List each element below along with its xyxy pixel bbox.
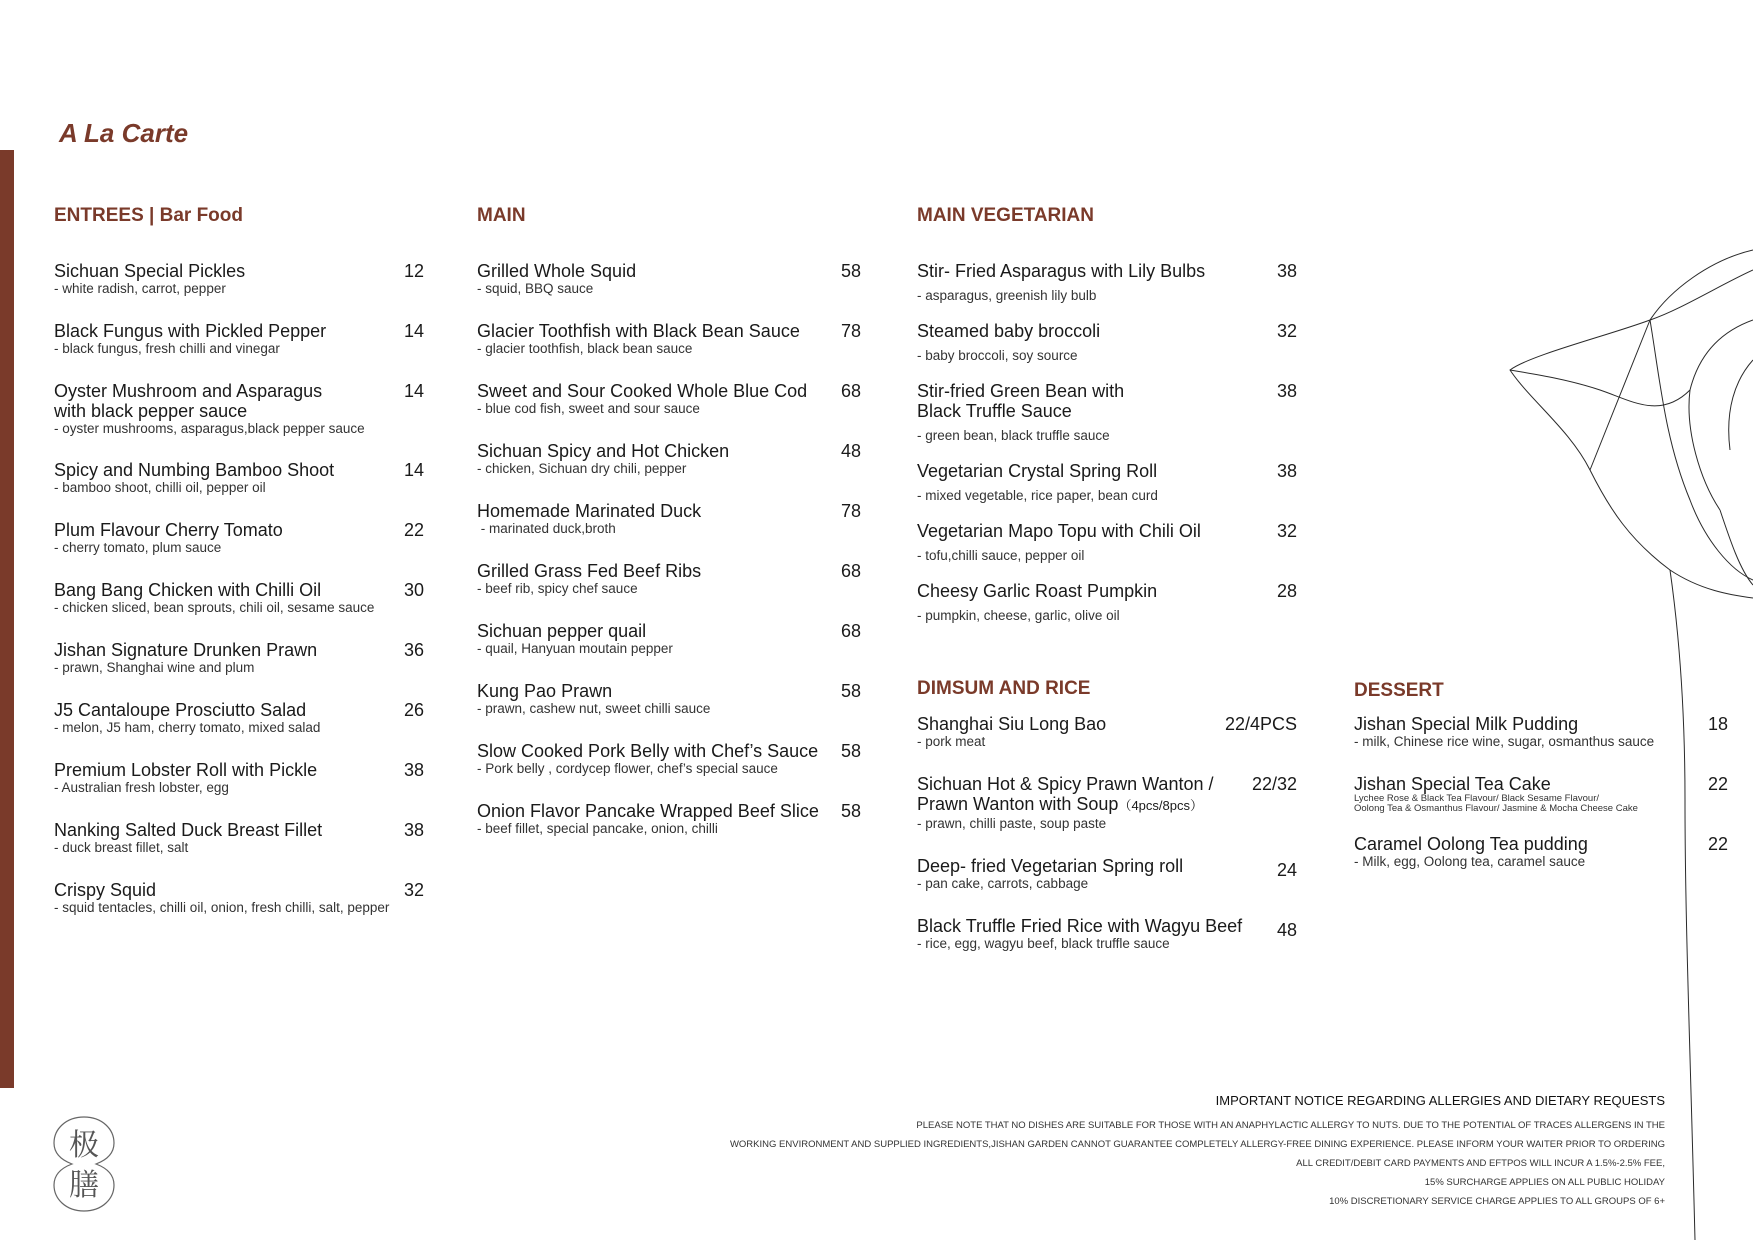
item-name: Onion Flavor Pancake Wrapped Beef Slice — [477, 801, 819, 821]
item-desc: - bamboo shoot, chilli oil, pepper oil — [54, 480, 266, 495]
item-price: 58 — [840, 741, 861, 761]
section-heading-dessert: DESSERT — [1354, 680, 1444, 701]
menu-item — [917, 856, 1297, 916]
item-name: Cheesy Garlic Roast Pumpkin — [917, 581, 1158, 601]
item-name: Jishan Special Milk Pudding — [1354, 714, 1579, 734]
menu-item — [477, 321, 861, 381]
notice-line: PLEASE NOTE THAT NO DISHES ARE SUITABLE FOR THOSE WITH AN ANAPHYLACTIC ALLERGY TO NUTS. DUE TO THE POTENTIAL OF TRACES ALLERGENS IN THE — [916, 1120, 1665, 1131]
tea-cake-flavours-line-1: Lychee Rose & Black Tea Flavour/ Black Sesame Flavour/ — [1354, 793, 1600, 804]
main-section — [477, 205, 861, 861]
item-name: Steamed baby broccoli — [917, 321, 1101, 341]
item-name: Sweet and Sour Cooked Whole Blue Cod — [477, 381, 808, 401]
item-desc: - oyster mushrooms, asparagus,black pepper sauce — [54, 421, 365, 436]
item-desc: - prawn, chilli paste, soup paste — [917, 816, 1107, 831]
item-desc: - baby broccoli, soy source — [917, 348, 1078, 363]
item-price: 68 — [840, 621, 861, 641]
item-price: 48 — [1276, 920, 1297, 940]
item-name: Slow Cooked Pork Belly with Chef’s Sauce — [477, 741, 819, 761]
menu-item — [477, 621, 861, 681]
accent-side-bar — [0, 150, 14, 1088]
item-price: 22 — [403, 520, 424, 540]
item-desc: - glacier toothfish, black bean sauce — [477, 341, 693, 356]
menu-item — [54, 880, 424, 940]
item-desc: - rice, egg, wagyu beef, black truffle sauce — [917, 936, 1170, 951]
menu-item — [54, 820, 424, 880]
item-desc: - mixed vegetable, rice paper, bean curd — [917, 488, 1158, 503]
item-price: 18 — [1707, 714, 1728, 734]
item-desc: - chicken, Sichuan dry chili, pepper — [477, 461, 687, 476]
page-title: A La Carte — [59, 118, 189, 148]
item-price: 58 — [840, 681, 861, 701]
notice-line: 15% SURCHARGE APPLIES ON ALL PUBLIC HOLIDAY — [1424, 1177, 1665, 1188]
menu-item — [54, 760, 424, 820]
item-desc: - beef fillet, special pancake, onion, chilli — [477, 821, 718, 836]
item-desc: - Pork belly , cordycep flower, chef’s special sauce — [477, 761, 778, 776]
menu-item — [477, 381, 861, 441]
notice-line: ALL CREDIT/DEBIT CARD PAYMENTS AND EFTPOS WILL INCUR A 1.5%-2.5% FEE, — [1296, 1158, 1665, 1169]
menu-item — [54, 580, 424, 640]
item-desc: - pumpkin, cheese, garlic, olive oil — [917, 608, 1120, 623]
notice-line: 10% DISCRETIONARY SERVICE CHARGE APPLIES TO ALL GROUPS OF 6+ — [1329, 1196, 1665, 1207]
item-desc: - Australian fresh lobster, egg — [54, 780, 229, 795]
item-price: 36 — [403, 640, 424, 660]
item-name: Jishan Signature Drunken Prawn — [54, 640, 318, 660]
menu-item — [54, 381, 424, 460]
item-price: 12 — [403, 261, 424, 281]
item-desc: - prawn, Shanghai wine and plum — [54, 660, 255, 675]
item-desc: - duck breast fillet, salt — [54, 840, 189, 855]
item-name: J5 Cantaloupe Prosciutto Salad — [54, 700, 307, 720]
logo-char-bottom: 膳 — [69, 1168, 99, 1203]
item-desc: - pan cake, carrots, cabbage — [917, 876, 1089, 891]
item-price: 14 — [403, 381, 424, 401]
item-price: 22 — [1707, 834, 1728, 854]
item-name: Black Fungus with Pickled Pepper — [54, 321, 327, 341]
dimsum-section — [917, 678, 1297, 976]
item-name: Vegetarian Crystal Spring Roll — [917, 461, 1158, 481]
menu-item — [917, 714, 1297, 774]
item-price: 14 — [403, 460, 424, 480]
item-qty-note: （4pcs/8pcs） — [1118, 798, 1203, 813]
menu-item — [54, 520, 424, 580]
menu-item — [917, 916, 1297, 976]
item-name: Homemade Marinated Duck — [477, 501, 702, 521]
menu-item — [54, 321, 424, 381]
item-desc: - cherry tomato, plum sauce — [54, 540, 222, 555]
item-name: Sichuan Spicy and Hot Chicken — [477, 441, 730, 461]
tea-cake-flavours-line-2: Oolong Tea & Osmanthus Flavour/ Jasmine & Mocha Cheese Cake — [1354, 803, 1638, 814]
menu-item — [477, 501, 861, 561]
menu-item — [477, 681, 861, 741]
section-heading-vegetarian: MAIN VEGETARIAN — [917, 205, 1094, 226]
item-price: 30 — [403, 580, 424, 600]
item-price: 68 — [840, 381, 861, 401]
item-name: Spicy and Numbing Bamboo Shoot — [54, 460, 335, 480]
item-desc: - squid tentacles, chilli oil, onion, fresh chilli, salt, pepper — [54, 900, 390, 915]
menu-item — [477, 801, 861, 861]
item-price: 24 — [1276, 860, 1297, 880]
item-price: 68 — [840, 561, 861, 581]
item-price: 22/4PCS — [1224, 714, 1297, 734]
item-desc: - marinated duck,broth — [477, 521, 616, 536]
item-price: 22 — [1707, 774, 1728, 794]
item-desc: - green bean, black truffle sauce — [917, 428, 1110, 443]
item-name: Stir- Fried Asparagus with Lily Bulbs — [917, 261, 1206, 281]
item-name — [917, 774, 1297, 816]
item-desc: - blue cod fish, sweet and sour sauce — [477, 401, 700, 416]
menu-item — [917, 321, 1297, 381]
item-price: 22/32 — [1251, 774, 1297, 794]
section-heading-main: MAIN — [477, 205, 526, 226]
allergy-notice — [645, 1093, 1665, 1211]
item-price: 78 — [840, 321, 861, 341]
item-price: 58 — [840, 261, 861, 281]
item-price: 48 — [840, 441, 861, 461]
notice-line: WORKING ENVIRONMENT AND SUPPLIED INGREDIENTS,JISHAN GARDEN CANNOT GUARANTEE COMPLETELY ALLERGY-FREE DINING EXPERIENCE. PLEASE INFORM YOUR WAITER PRIOR TO ORDERING — [729, 1139, 1665, 1150]
menu-item — [54, 261, 424, 321]
item-name: Crispy Squid — [54, 880, 157, 900]
menu-item — [477, 261, 861, 321]
item-name: Kung Pao Prawn — [477, 681, 613, 701]
menu-item — [917, 381, 1297, 461]
item-price: 32 — [403, 880, 424, 900]
item-desc: - beef rib, spicy chef sauce — [477, 581, 638, 596]
item-desc: - squid, BBQ sauce — [477, 281, 594, 296]
menu-item — [54, 640, 424, 700]
menu-item — [917, 461, 1297, 521]
item-name: Deep- fried Vegetarian Spring roll — [917, 856, 1184, 876]
item-name: Vegetarian Mapo Topu with Chili Oil — [917, 521, 1201, 541]
item-name: Glacier Toothfish with Black Bean Sauce — [477, 321, 800, 341]
item-desc: - black fungus, fresh chilli and vinegar — [54, 341, 280, 356]
item-desc: - melon, J5 ham, cherry tomato, mixed salad — [54, 720, 321, 735]
item-desc: - chicken sliced, bean sprouts, chili oil, sesame sauce — [54, 600, 375, 615]
item-desc: - quail, Hanyuan moutain pepper — [477, 641, 673, 656]
item-name: Jishan Special Tea Cake — [1354, 774, 1551, 794]
item-name: Caramel Oolong Tea pudding — [1354, 834, 1588, 854]
item-name: Sichuan pepper quail — [477, 621, 647, 641]
item-name: Oyster Mushroom and Asparagus with black pepper sauce — [54, 381, 323, 421]
item-price: 38 — [403, 820, 424, 840]
item-price: 78 — [840, 501, 861, 521]
item-name: Plum Flavour Cherry Tomato — [54, 520, 283, 540]
item-price: 38 — [1276, 461, 1297, 481]
item-name: Bang Bang Chicken with Chilli Oil — [54, 580, 322, 600]
flower-line-art — [1490, 240, 1753, 1240]
item-name: Grilled Grass Fed Beef Ribs — [477, 561, 702, 581]
item-name-text: Sichuan Hot & Spicy Prawn Wanton / Prawn Wanton with Soup — [917, 774, 1214, 814]
section-heading-entrees: ENTREES | Bar Food — [54, 205, 243, 226]
menu-item — [917, 261, 1297, 321]
section-heading-dimsum: DIMSUM AND RICE — [917, 678, 1091, 699]
menu-item — [477, 441, 861, 501]
menu-item — [917, 774, 1297, 856]
item-price: 32 — [1276, 321, 1297, 341]
vegetarian-section — [917, 205, 1297, 641]
item-price: 26 — [403, 700, 424, 720]
item-name: Black Truffle Fried Rice with Wagyu Beef — [917, 916, 1243, 936]
entrees-section — [54, 205, 424, 940]
logo-char-top: 极 — [69, 1128, 99, 1163]
item-price: 38 — [1276, 381, 1297, 401]
item-price: 58 — [840, 801, 861, 821]
notice-heading: IMPORTANT NOTICE REGARDING ALLERGIES AND DIETARY REQUESTS — [1215, 1093, 1665, 1108]
item-price: 28 — [1276, 581, 1297, 601]
item-desc: - prawn, cashew nut, sweet chilli sauce — [477, 701, 711, 716]
item-desc: - milk, Chinese rice wine, sugar, osmanthus sauce — [1354, 734, 1655, 749]
jishan-logo — [52, 1115, 116, 1213]
item-name: Stir-fried Green Bean with Black Truffle Sauce — [917, 381, 1125, 421]
item-desc: - pork meat — [917, 734, 986, 749]
item-price: 38 — [403, 760, 424, 780]
menu-item — [54, 700, 424, 760]
item-desc: - asparagus, greenish lily bulb — [917, 288, 1097, 303]
item-name: Nanking Salted Duck Breast Fillet — [54, 820, 323, 840]
menu-item — [917, 581, 1297, 641]
item-name: Grilled Whole Squid — [477, 261, 637, 281]
item-name: Sichuan Special Pickles — [54, 261, 246, 281]
item-price: 14 — [403, 321, 424, 341]
item-desc: - white radish, carrot, pepper — [54, 281, 226, 296]
item-desc: - tofu,chilli sauce, pepper oil — [917, 548, 1085, 563]
menu-item — [54, 460, 424, 520]
item-price: 32 — [1276, 521, 1297, 541]
item-name: Premium Lobster Roll with Pickle — [54, 760, 318, 780]
menu-item — [477, 741, 861, 801]
item-price: 38 — [1276, 261, 1297, 281]
menu-item — [917, 521, 1297, 581]
item-desc: - Milk, egg, Oolong tea, caramel sauce — [1354, 854, 1586, 869]
item-name: Shanghai Siu Long Bao — [917, 714, 1107, 734]
menu-item — [477, 561, 861, 621]
